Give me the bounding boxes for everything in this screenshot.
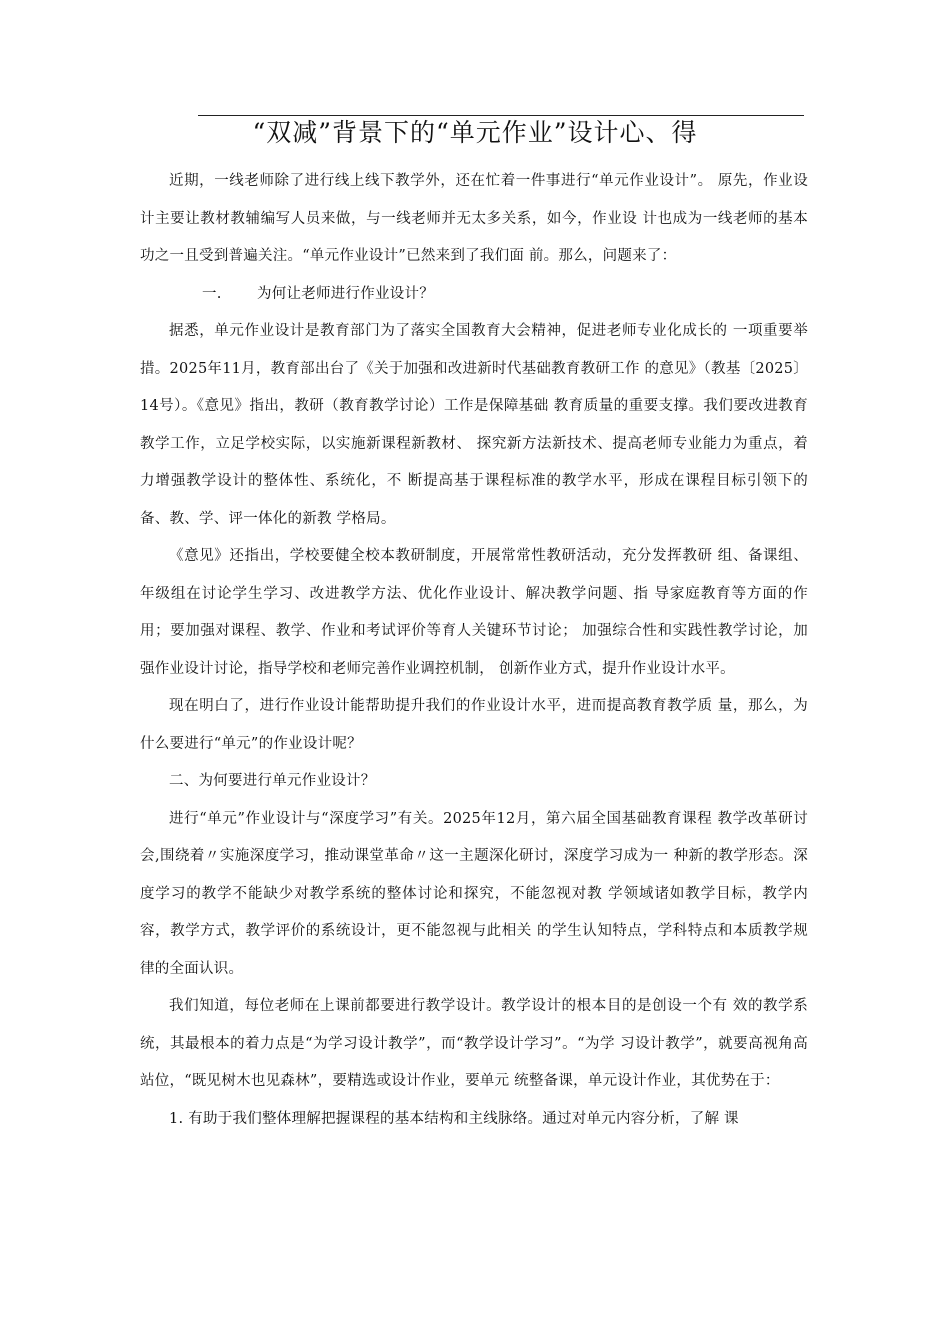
section-number-1: 一. <box>202 285 222 302</box>
paragraph-5: 我们知道，每位老师在上课前都要进行教学设计。教学设计的根本目的是创设一个有 效的教学系统，其最根本的着力点是“为学习设计教学”，而“教学设计学习”。“为学 习设计教学”，就要高视角高站位，“既见树木也见森林”，要精选或设计作业，要单元 统整备课，单元设计作业，其优势在于： <box>140 998 808 1089</box>
paragraph-6: 1. 有助于我们整体理解把握课程的基本结构和主线脉络。通过对单元内容分析，了解 课 <box>169 1110 739 1127</box>
section-heading-1 <box>140 276 808 314</box>
paragraph-2: 《意见》还指出，学校要健全校本教研制度，开展常常性教研活动，充分发挥教研 组、备课组、年级组在讨论学生学习、改进教学方法、优化作业设计、解决教学问题、指 导家庭教育等方面的作用；要加强对课程、教学、作业和考试评价等育人关键环节讨论； 加强综合性和实践性教学讨论，加强作业设计讨论，指导学校和老师完善作业调控机制， 创新作业方式，提升作业设计水平。 <box>140 548 808 677</box>
document-body <box>140 163 808 1138</box>
paragraph-1: 据悉，单元作业设计是教育部门为了落实全国教育大会精神，促进老师专业化成长的 一项重要举措。2025年11月，教育部出台了《关于加强和改进新时代基础教育教研工作 的意见》（教基〔2025〕14号）。《意见》指出，教研（教育教学讨论）工作是保障基础 教育质量的重要支撑。我们要改进教育教学工作，立足学校实际，以实施新课程新教材、 探究新方法新技术、提高老师专业能力为重点，着力增强教学设计的整体性、系统化，不 断提高基于课程标准的教学水平，形成在课程目标引领下的备、教、学、评一体化的新教 学格局。 <box>140 323 808 527</box>
intro-paragraph: 近期，一线老师除了进行线上线下教学外，还在忙着一件事进行“单元作业设计”。 原先，作业设计主要让教材教辅编写人员来做，与一线老师并无太多关系，如今，作业设 计也成为一线老师的基本功之一且受到普遍关注。“单元作业设计”已然来到了我们面 前。那么，问题来了： <box>140 173 808 264</box>
section-title-1: 为何让老师进行作业设计？ <box>257 285 434 302</box>
paragraph-4: 进行“单元”作业设计与“深度学习”有关。2025年12月，第六届全国基础教育课程 教学改革研讨会,围绕着〃实施深度学习，推动课堂革命〃这一主题深化研讨，深度学习成为一 种新的教学形态。深度学习的教学不能缺少对教学系统的整体讨论和探究，不能忽视对教 学领域诸如教学目标，教学内容，教学方式，教学评价的系统设计，更不能忽视与此相关 的学生认知特点，学科特点和本质教学规律的全面认识。 <box>140 810 808 977</box>
section-heading-2: 二、为何要进行单元作业设计？ <box>169 773 376 789</box>
document-title: “双减”背景下的“单元作业”设计心、得 <box>252 118 698 147</box>
paragraph-3: 现在明白了，进行作业设计能帮助提升我们的作业设计水平，进而提高教育教学质 量，那么，为什么要进行“单元”的作业设计呢？ <box>140 698 808 752</box>
